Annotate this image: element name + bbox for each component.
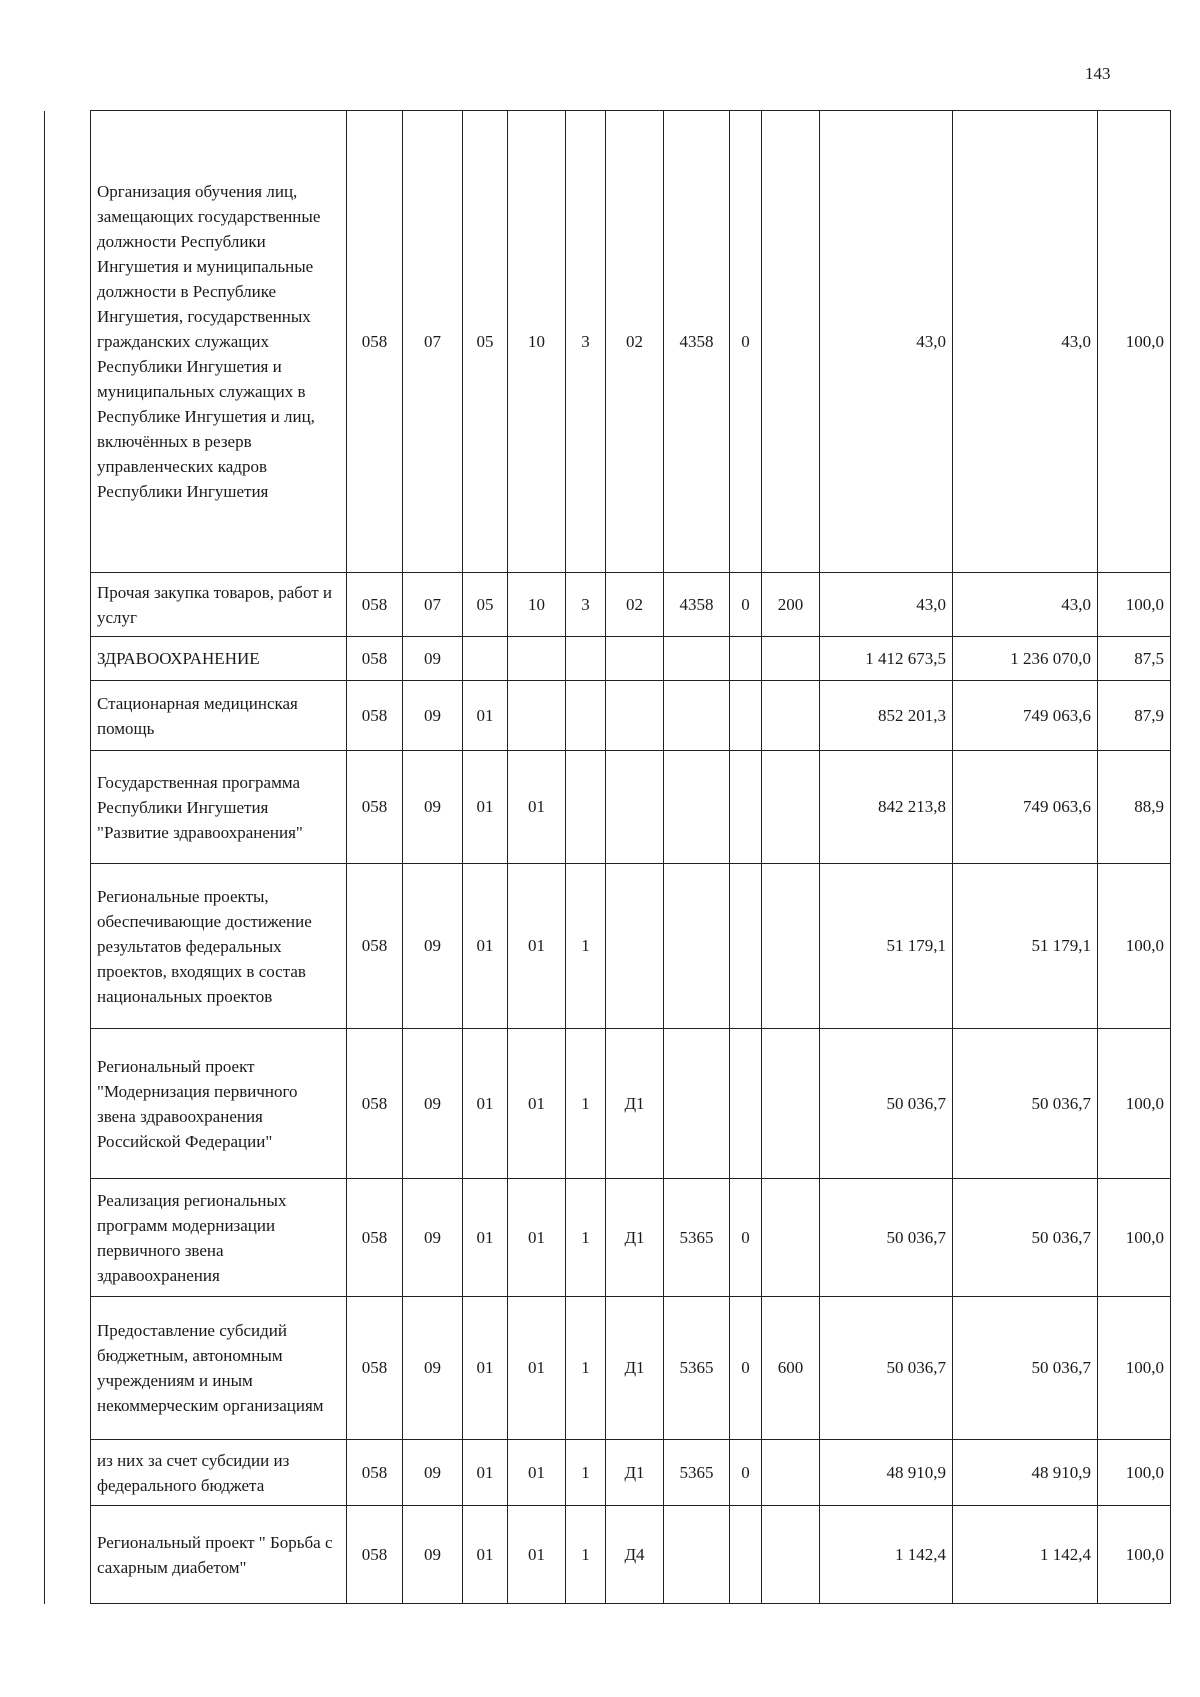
code-program: 01 [508,1506,566,1604]
code-direction [664,1029,730,1179]
page-number: 143 [1085,64,1111,83]
code-subprogram: Д1 [606,1029,664,1179]
code-suffix [730,1029,762,1179]
table-row [45,1179,1171,1297]
code-expense-type [762,1179,820,1297]
code-expense-type [762,681,820,751]
actual-amount: 43,0 [953,573,1098,637]
code-ministry: 058 [347,751,403,864]
code-section: 09 [403,751,463,864]
table-row [45,1029,1171,1179]
code-type [566,681,606,751]
code-suffix [730,1506,762,1604]
item-name: из них за счет субсидии из федерального бюджета [91,1440,347,1506]
code-subprogram: Д1 [606,1297,664,1440]
code-direction: 5365 [664,1297,730,1440]
code-subsection [463,637,508,681]
code-subsection: 01 [463,864,508,1029]
code-ministry: 058 [347,1297,403,1440]
code-section: 09 [403,1029,463,1179]
code-section: 09 [403,1179,463,1297]
code-ministry: 058 [347,864,403,1029]
actual-amount: 48 910,9 [953,1440,1098,1506]
code-program: 01 [508,1440,566,1506]
code-suffix: 0 [730,1440,762,1506]
code-type [566,751,606,864]
execution-percent: 100,0 [1098,573,1171,637]
code-type: 1 [566,1506,606,1604]
code-section: 09 [403,637,463,681]
code-type: 1 [566,864,606,1029]
actual-amount: 51 179,1 [953,864,1098,1029]
code-ministry: 058 [347,1440,403,1506]
code-subprogram: Д4 [606,1506,664,1604]
planned-amount: 43,0 [820,573,953,637]
code-direction [664,681,730,751]
code-program: 01 [508,1029,566,1179]
code-subsection: 05 [463,111,508,573]
actual-amount: 1 236 070,0 [953,637,1098,681]
actual-amount: 50 036,7 [953,1297,1098,1440]
actual-amount: 749 063,6 [953,751,1098,864]
code-section: 09 [403,681,463,751]
code-ministry: 058 [347,1029,403,1179]
planned-amount: 51 179,1 [820,864,953,1029]
code-direction [664,864,730,1029]
code-direction [664,1506,730,1604]
code-type: 1 [566,1440,606,1506]
code-program [508,681,566,751]
planned-amount: 43,0 [820,111,953,573]
item-name: Региональный проект " Борьба с сахарным диабетом" [91,1506,347,1604]
code-type: 1 [566,1179,606,1297]
table-row [45,1506,1171,1604]
planned-amount: 50 036,7 [820,1029,953,1179]
code-subprogram [606,751,664,864]
code-subprogram [606,637,664,681]
execution-percent: 100,0 [1098,1029,1171,1179]
item-name: Региональные проекты, обеспечивающие достижение результатов федеральных проектов, входящих в состав национальных проектов [91,864,347,1029]
planned-amount: 48 910,9 [820,1440,953,1506]
code-expense-type [762,751,820,864]
planned-amount: 1 142,4 [820,1506,953,1604]
code-direction [664,637,730,681]
actual-amount: 43,0 [953,111,1098,573]
code-ministry: 058 [347,637,403,681]
code-expense-type [762,1440,820,1506]
table-row [45,1440,1171,1506]
code-suffix [730,637,762,681]
code-program: 01 [508,1297,566,1440]
code-program: 10 [508,111,566,573]
empty-cell [45,1029,91,1179]
item-name: Региональный проект "Модернизация первичного звена здравоохранения Российской Федерации" [91,1029,347,1179]
code-subsection: 05 [463,573,508,637]
item-name: Организация обучения лиц, замещающих государственные должности Республики Ингушетия и муниципальные должности в Республике Ингушетия, государственных гражданских служащих Республики Ингушетия и муниципальных служащих в Республике Ингушетия и лиц, включённых в резерв управленческих кадров Республики Ингушетия [91,111,347,573]
code-ministry: 058 [347,1179,403,1297]
code-direction [664,751,730,864]
actual-amount: 50 036,7 [953,1029,1098,1179]
actual-amount: 50 036,7 [953,1179,1098,1297]
execution-percent: 88,9 [1098,751,1171,864]
execution-percent: 100,0 [1098,1440,1171,1506]
code-type: 3 [566,573,606,637]
code-section: 09 [403,1506,463,1604]
code-subsection: 01 [463,1506,508,1604]
budget-table [44,110,1171,1604]
execution-percent: 87,9 [1098,681,1171,751]
empty-cell [45,111,91,573]
code-suffix [730,681,762,751]
actual-amount: 1 142,4 [953,1506,1098,1604]
code-program: 10 [508,573,566,637]
table-row [45,751,1171,864]
empty-cell [45,681,91,751]
item-name: Государственная программа Республики Ингушетия "Развитие здравоохранения" [91,751,347,864]
table-row [45,681,1171,751]
execution-percent: 87,5 [1098,637,1171,681]
table-row [45,864,1171,1029]
execution-percent: 100,0 [1098,1297,1171,1440]
execution-percent: 100,0 [1098,111,1171,573]
code-suffix: 0 [730,573,762,637]
code-expense-type [762,1506,820,1604]
code-subsection: 01 [463,751,508,864]
code-subsection: 01 [463,1297,508,1440]
code-suffix: 0 [730,1179,762,1297]
code-subsection: 01 [463,1029,508,1179]
code-ministry: 058 [347,681,403,751]
code-type [566,637,606,681]
execution-percent: 100,0 [1098,864,1171,1029]
empty-cell [45,1179,91,1297]
empty-cell [45,751,91,864]
code-ministry: 058 [347,573,403,637]
planned-amount: 50 036,7 [820,1179,953,1297]
empty-cell [45,1297,91,1440]
table-row [45,573,1171,637]
code-direction: 4358 [664,111,730,573]
code-subprogram: Д1 [606,1440,664,1506]
code-direction: 5365 [664,1179,730,1297]
code-suffix: 0 [730,1297,762,1440]
code-direction: 5365 [664,1440,730,1506]
code-subsection: 01 [463,1179,508,1297]
item-name: Стационарная медицинская помощь [91,681,347,751]
code-direction: 4358 [664,573,730,637]
code-type: 1 [566,1029,606,1179]
code-expense-type [762,864,820,1029]
item-name: Реализация региональных программ модернизации первичного звена здравоохранения [91,1179,347,1297]
code-ministry: 058 [347,111,403,573]
code-subprogram [606,681,664,751]
item-name: ЗДРАВООХРАНЕНИЕ [91,637,347,681]
code-suffix: 0 [730,111,762,573]
code-type: 1 [566,1297,606,1440]
table-row [45,637,1171,681]
execution-percent: 100,0 [1098,1506,1171,1604]
code-program [508,637,566,681]
code-ministry: 058 [347,1506,403,1604]
code-expense-type: 600 [762,1297,820,1440]
table-row [45,111,1171,573]
code-suffix [730,751,762,864]
code-section: 09 [403,1440,463,1506]
item-name: Прочая закупка товаров, работ и услуг [91,573,347,637]
code-subprogram: 02 [606,573,664,637]
empty-cell [45,637,91,681]
code-subprogram: Д1 [606,1179,664,1297]
actual-amount: 749 063,6 [953,681,1098,751]
empty-cell [45,1440,91,1506]
code-section: 09 [403,864,463,1029]
code-expense-type [762,637,820,681]
code-program: 01 [508,1179,566,1297]
code-expense-type [762,111,820,573]
code-program: 01 [508,751,566,864]
execution-percent: 100,0 [1098,1179,1171,1297]
planned-amount: 842 213,8 [820,751,953,864]
code-program: 01 [508,864,566,1029]
empty-cell [45,864,91,1029]
code-section: 07 [403,573,463,637]
planned-amount: 1 412 673,5 [820,637,953,681]
code-suffix [730,864,762,1029]
code-type: 3 [566,111,606,573]
code-section: 07 [403,111,463,573]
code-section: 09 [403,1297,463,1440]
code-expense-type: 200 [762,573,820,637]
empty-cell [45,1506,91,1604]
planned-amount: 852 201,3 [820,681,953,751]
empty-cell [45,573,91,637]
code-subprogram: 02 [606,111,664,573]
code-subsection: 01 [463,681,508,751]
code-expense-type [762,1029,820,1179]
planned-amount: 50 036,7 [820,1297,953,1440]
code-subprogram [606,864,664,1029]
code-subsection: 01 [463,1440,508,1506]
item-name: Предоставление субсидий бюджетным, автономным учреждениям и иным некоммерческим организациям [91,1297,347,1440]
table-row [45,1297,1171,1440]
